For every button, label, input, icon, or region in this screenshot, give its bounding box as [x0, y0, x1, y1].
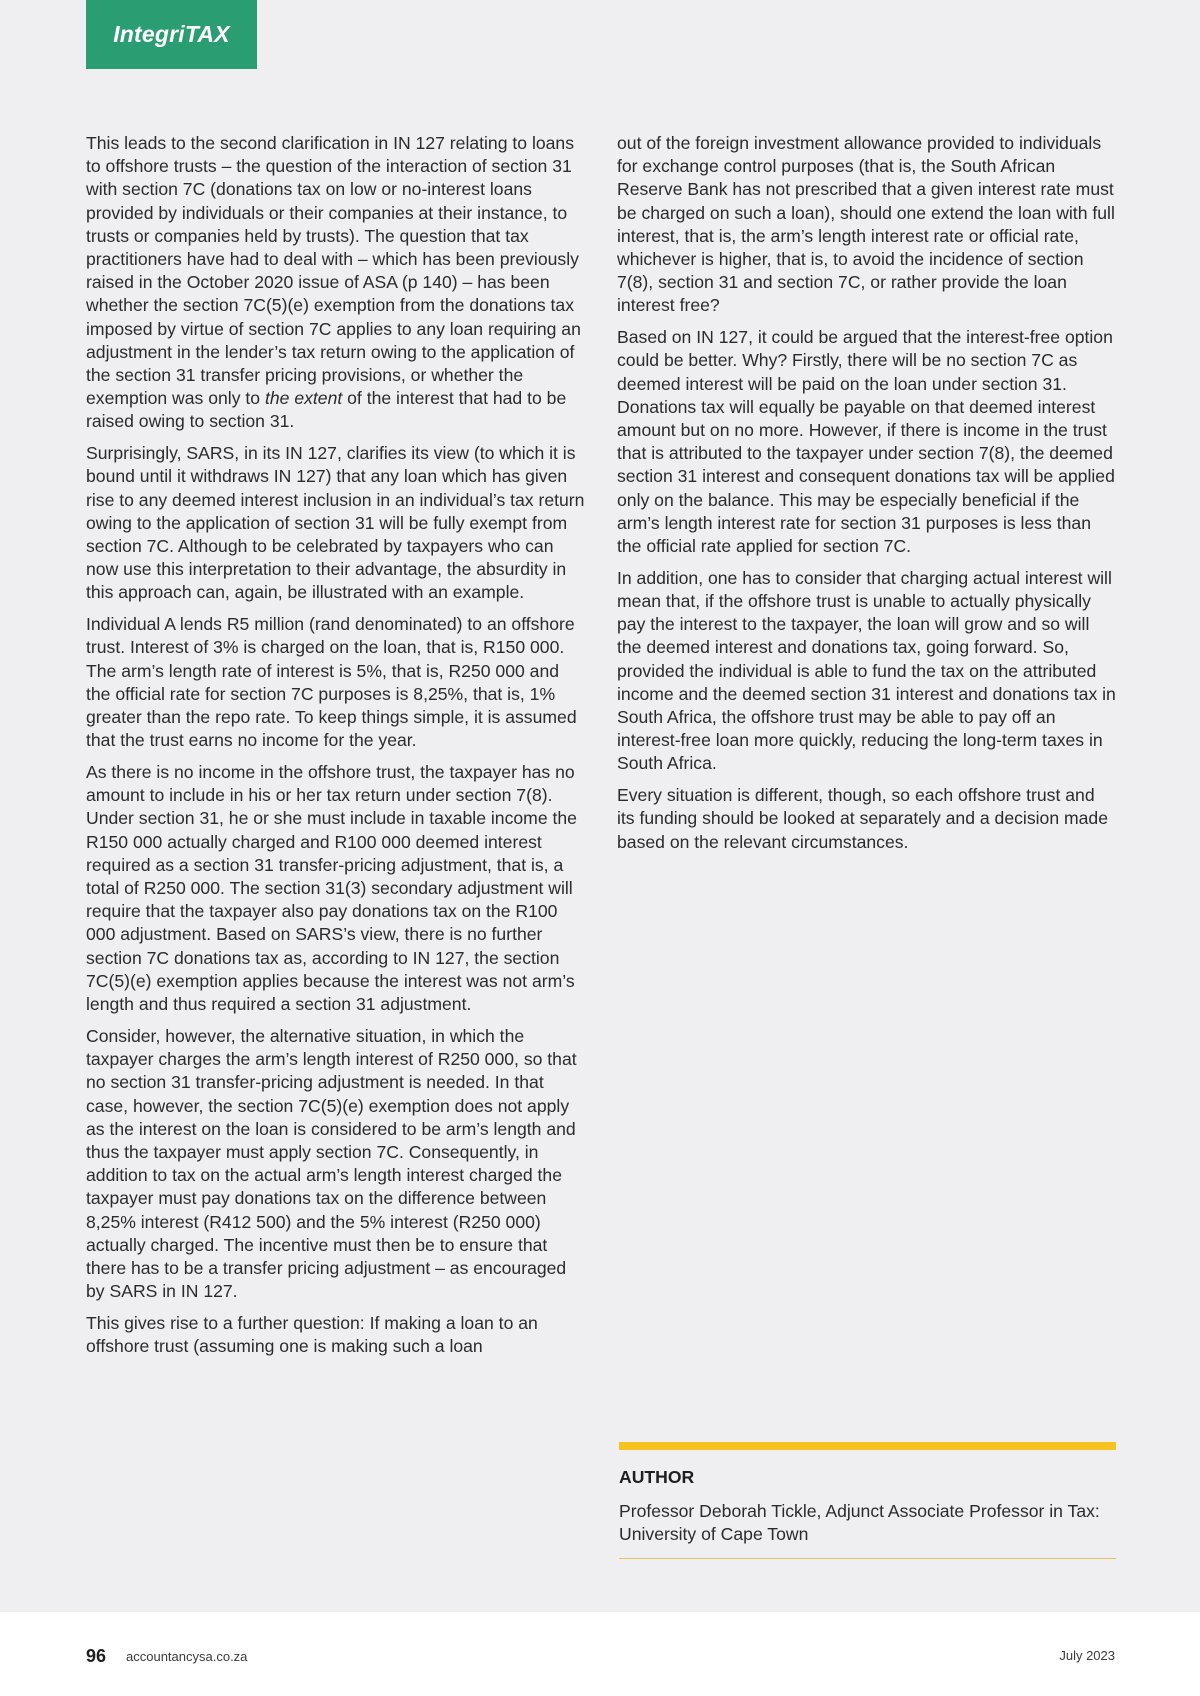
body-paragraph: Every situation is different, though, so each offshore trust and its funding should be looked at separately and a decision made based on the relevant circumstances. [617, 785, 1109, 852]
body-paragraph: Consider, however, the alternative situation, in which the taxpayer charges the arm’s length interest of R250 000, so that no section 31 transfer-pricing adjustment is needed. In that case, however, the section 7C(5)(e) exemption does not apply as the interest on the loan is considered to be arm’s length and thus the taxpayer must apply section 7C. Consequently, in addition to tax on the actual arm’s length interest charged the taxpayer must pay donations tax on the difference between 8,25% interest (R412 500) and the 5% interest (R250 000) actually charged. The incentive must then be to ensure that there has to be a transfer pricing adjustment – as encouraged by SARS in IN 127. [86, 1025, 577, 1302]
right-column [617, 132, 1117, 862]
left-column [86, 132, 586, 1367]
body-paragraph: This gives rise to a further question: If making a loan to an offshore trust (assuming one is making such a loan [86, 1312, 538, 1357]
page-footer [0, 1612, 1200, 1696]
body-paragraph: As there is no income in the offshore trust, the taxpayer has no amount to include in his or her tax return under section 7(8). Under section 31, he or she must include in taxable income the R150 000 actually charged and R100 000 deemed interest required as a section 31 transfer-pricing adjustment, that is, a total of R250 000. The section 31(3) secondary adjustment will require that the taxpayer also pay donations tax on the R100 000 adjustment. Based on SARS’s view, there is no further section 7C donations tax as, according to IN 127, the section 7C(5)(e) exemption applies because the interest was not arm’s length and thus required a section 31 adjustment. [86, 762, 577, 1015]
logo-text: IntegriTAX [113, 21, 230, 47]
integritax-logo [86, 0, 257, 69]
body-paragraph: This leads to the second clarification in IN 127 relating to loans to offshore trusts – the question of the interaction of section 31 with section 7C (donations tax on low or no-interest loans provided by individuals or their companies at their instance, to trusts or companies held by trusts). The question that tax practitioners have had to deal with – which has been previously raised in the October 2020 issue of ASA (p 140) – has been whether the section 7C(5)(e) exemption from the donations tax imposed by virtue of section 7C applies to any loan requiring an adjustment in the lender’s tax return owing to the application of the section 31 transfer pricing provisions, or whether the exemption was only to the extent of the interest that had to be raised owing to section 31. [86, 133, 581, 432]
body-paragraph: Based on IN 127, it could be argued that the interest-free option could be better. Why? Firstly, there will be no section 7C as deemed interest will be paid on the loan under section 31. Donations tax will equally be payable on that deemed interest amount but on no more. However, if there is income in the trust that is attributed to the taxpayer under section 7(8), the deemed section 31 interest and consequent donations tax will be applied only on the balance. This may be especially beneficial if the arm’s length interest rate for section 31 purposes is less than the official rate applied for section 7C. [617, 327, 1115, 557]
body-paragraph: out of the foreign investment allowance provided to individuals for exchange control purposes (that is, the South African Reserve Bank has not prescribed that a given interest rate must be charged on such a loan), should one extend the loan with full interest, that is, the arm’s length interest rate or official rate, whichever is higher, that is, to avoid the incidence of section 7(8), section 31 and section 7C, or rather provide the loan interest free? [617, 133, 1115, 316]
body-paragraph: In addition, one has to consider that charging actual interest will mean that, if the offshore trust is unable to actually physically pay the interest to the taxpayer, the loan will grow and so will the deemed interest and donations tax, going forward. So, provided the individual is able to fund the tax on the attributed income and the deemed section 31 interest and donations tax in South Africa, the offshore trust may be able to pay off an interest-free loan more quickly, reducing the long-term taxes in South Africa. [617, 567, 1116, 774]
issue-date: July 2023 [1059, 1648, 1115, 1663]
body-paragraph: Individual A lends R5 million (rand denominated) to an offshore trust. Interest of 3% is charged on the loan, that is, R150 000. The arm’s length rate of interest is 5%, that is, R250 000 and the official rate for section 7C purposes is 8,25%, that is, 1% greater than the repo rate. To keep things simple, it is assumed that the trust earns no income for the year. [86, 614, 577, 751]
page-number: 96 [86, 1646, 107, 1666]
body-paragraph: Surprisingly, SARS, in its IN 127, clarifies its view (to which it is bound until it withdraws IN 127) that any loan which has given rise to any deemed interest inclusion in an individual’s tax return owing to the application of section 31 will be fully exempt from section 7C. Although to be celebrated by taxpayers who can now use this interpretation to their advantage, the absurdity in this approach can, again, be illustrated with an example. [86, 443, 585, 603]
author-bio: Professor Deborah Tickle, Adjunct Associate Professor in Tax: University of Cape Town [619, 1501, 1100, 1544]
site-url: accountancysa.co.za [126, 1649, 248, 1664]
author-box [619, 1442, 1116, 1559]
author-heading: AUTHOR [619, 1467, 695, 1487]
